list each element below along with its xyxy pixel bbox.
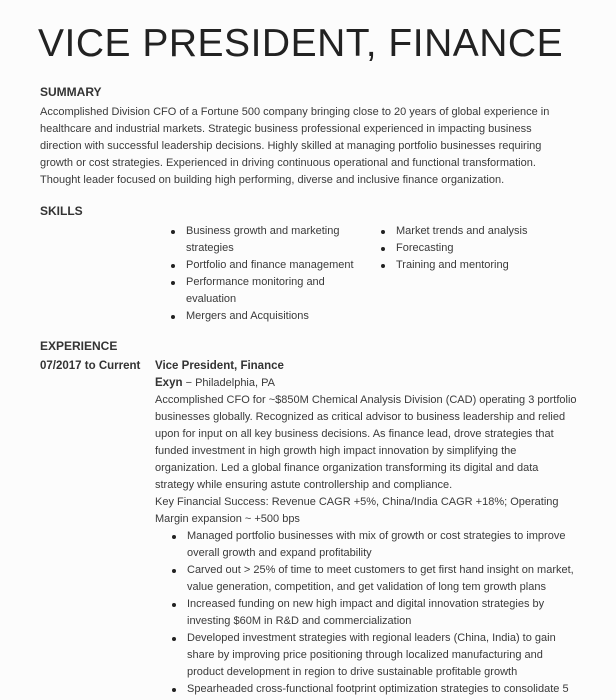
skill-item: Performance monitoring and evaluation <box>170 274 360 308</box>
skills-list-1 <box>170 223 360 325</box>
job-bullet: Increased funding on new high impact and digital innovation strategies by investing $60M in R&D and commercialization <box>171 596 580 630</box>
job-role: Vice President, Finance <box>155 360 284 372</box>
summary-heading: SUMMARY <box>40 85 102 99</box>
skill-item: Business growth and marketing strategies <box>170 223 360 257</box>
job-block <box>155 358 580 698</box>
skill-item: Portfolio and finance management <box>170 257 360 274</box>
skill-item: Forecasting <box>380 240 580 257</box>
job-bullets <box>171 528 580 698</box>
skills-list-2 <box>380 223 580 274</box>
job-bullet: Spearheaded cross-functional footprint optimization strategies to consolidate 5 <box>171 681 580 698</box>
page-title: VICE PRESIDENT, FINANCE <box>38 22 564 65</box>
job-company: Exyn <box>155 377 183 389</box>
job-description: Accomplished CFO for ~$850M Chemical Analysis Division (CAD) operating 3 portfolio businesses globally. Recognized as critical advisor to business leadership and relied upon for input on all key business decisions. As finance lead, drove strategies that funded investment in high growth high impact innovation by simplifying the organization. Led a global finance organization transforming its digital and data strategy while ensuring astute controllership and compliance. <box>155 394 577 491</box>
job-location: Philadelphia, PA <box>195 377 275 389</box>
skill-item: Mergers and Acquisitions <box>170 308 360 325</box>
job-bullet: Managed portfolio businesses with mix of growth or cost strategies to improve overall growth and expand profitability <box>171 528 580 562</box>
skills-heading: SKILLS <box>40 204 83 218</box>
skill-item: Market trends and analysis <box>380 223 580 240</box>
summary-text: Accomplished Division CFO of a Fortune 500 company bringing close to 20 years of global experience in healthcare and industrial markets. Strategic business professional experienced in impacting business direction with successful leadership decisions. Highly skilled at managing portfolio businesses requiring growth or cost strategies. Experienced in driving continuous operational and functional transformation. Thought leader focused on building high performing, diverse and inclusive finance organization. <box>40 106 550 186</box>
job-bullet: Developed investment strategies with regional leaders (China, India) to gain share by improving price positioning through localized manufacturing and product development in region to drive sustainable profitable growth <box>171 630 580 681</box>
experience-heading: EXPERIENCE <box>40 339 118 353</box>
job-separator: − <box>185 377 192 389</box>
job-key-success: Key Financial Success: Revenue CAGR +5%, China/India CAGR +18%; Operating Margin expansion ~ +500 bps <box>155 496 559 525</box>
job-bullet: Carved out > 25% of time to meet customers to get first hand insight on market, value generation, competition, and get validation of long tem growth plans <box>171 562 580 596</box>
job-dates: 07/2017 to Current <box>40 360 141 372</box>
skill-item: Training and mentoring <box>380 257 580 274</box>
